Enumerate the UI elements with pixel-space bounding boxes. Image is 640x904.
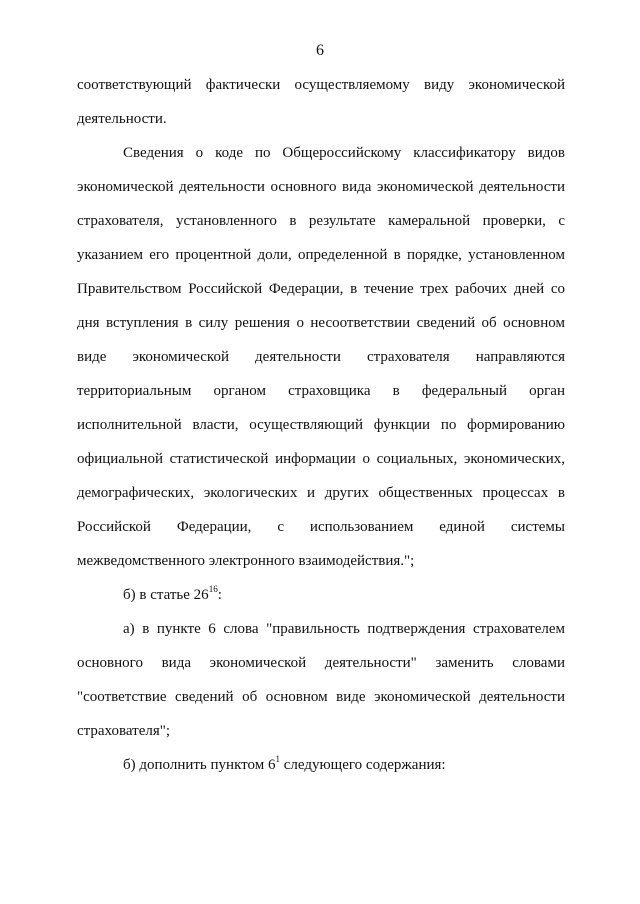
text-line: соответствующий фактически осуществляемому виду экономической (77, 77, 565, 93)
text-line: межведомственного электронного взаимодействия."; (77, 553, 415, 569)
text-line: дня вступления в силу решения о несоответствии сведений об основном (77, 315, 565, 331)
text-line: Российской Федерации, с использованием единой системы (77, 519, 565, 535)
text-line: официальной статистической информации о социальных, экономических, (77, 451, 565, 467)
text-line: исполнительной власти, осуществляющий функции по формированию (77, 417, 565, 433)
paragraph-start-line: Сведения о коде по Общероссийскому классификатору видов (123, 145, 565, 161)
addition-text-end: следующего содержания: (279, 757, 446, 773)
point-superscript: 1 (275, 754, 280, 764)
subitem-b-addition (77, 752, 565, 786)
addition-text: б) дополнить пунктом 6 (123, 757, 276, 773)
text-line: виде экономической деятельности страхователя направляются (77, 349, 565, 365)
text-line: территориальным органом страховщика в федеральный орган (77, 383, 565, 399)
article-superscript: 16 (208, 584, 218, 594)
text-line: страхователя, установленного в результате камеральной проверки, с (77, 213, 565, 229)
text-line: указанием его процентной доли, определенной в порядке, установленном (77, 247, 565, 263)
subitem-b-heading (77, 582, 565, 616)
paragraph-start-line: а) в пункте 6 слова "правильность подтверждения страхователем (123, 621, 565, 637)
subitem-b-text: б) в статье 26 (123, 587, 209, 603)
text-line: страхователя"; (77, 723, 171, 739)
page-number: 6 (316, 42, 324, 59)
text-line: демографических, экологических и других общественных процессах в (77, 485, 565, 501)
text-line: экономической деятельности основного вида экономической деятельности (77, 179, 565, 195)
document-body (77, 72, 565, 786)
text-line: деятельности. (77, 111, 167, 127)
text-line: Правительством Российской Федерации, в течение трех рабочих дней со (77, 281, 565, 297)
text-line: основного вида экономической деятельности" заменить словами (77, 655, 565, 671)
text-line: "соответствие сведений об основном виде экономической деятельности (77, 689, 565, 705)
subitem-b-colon: : (217, 587, 222, 603)
